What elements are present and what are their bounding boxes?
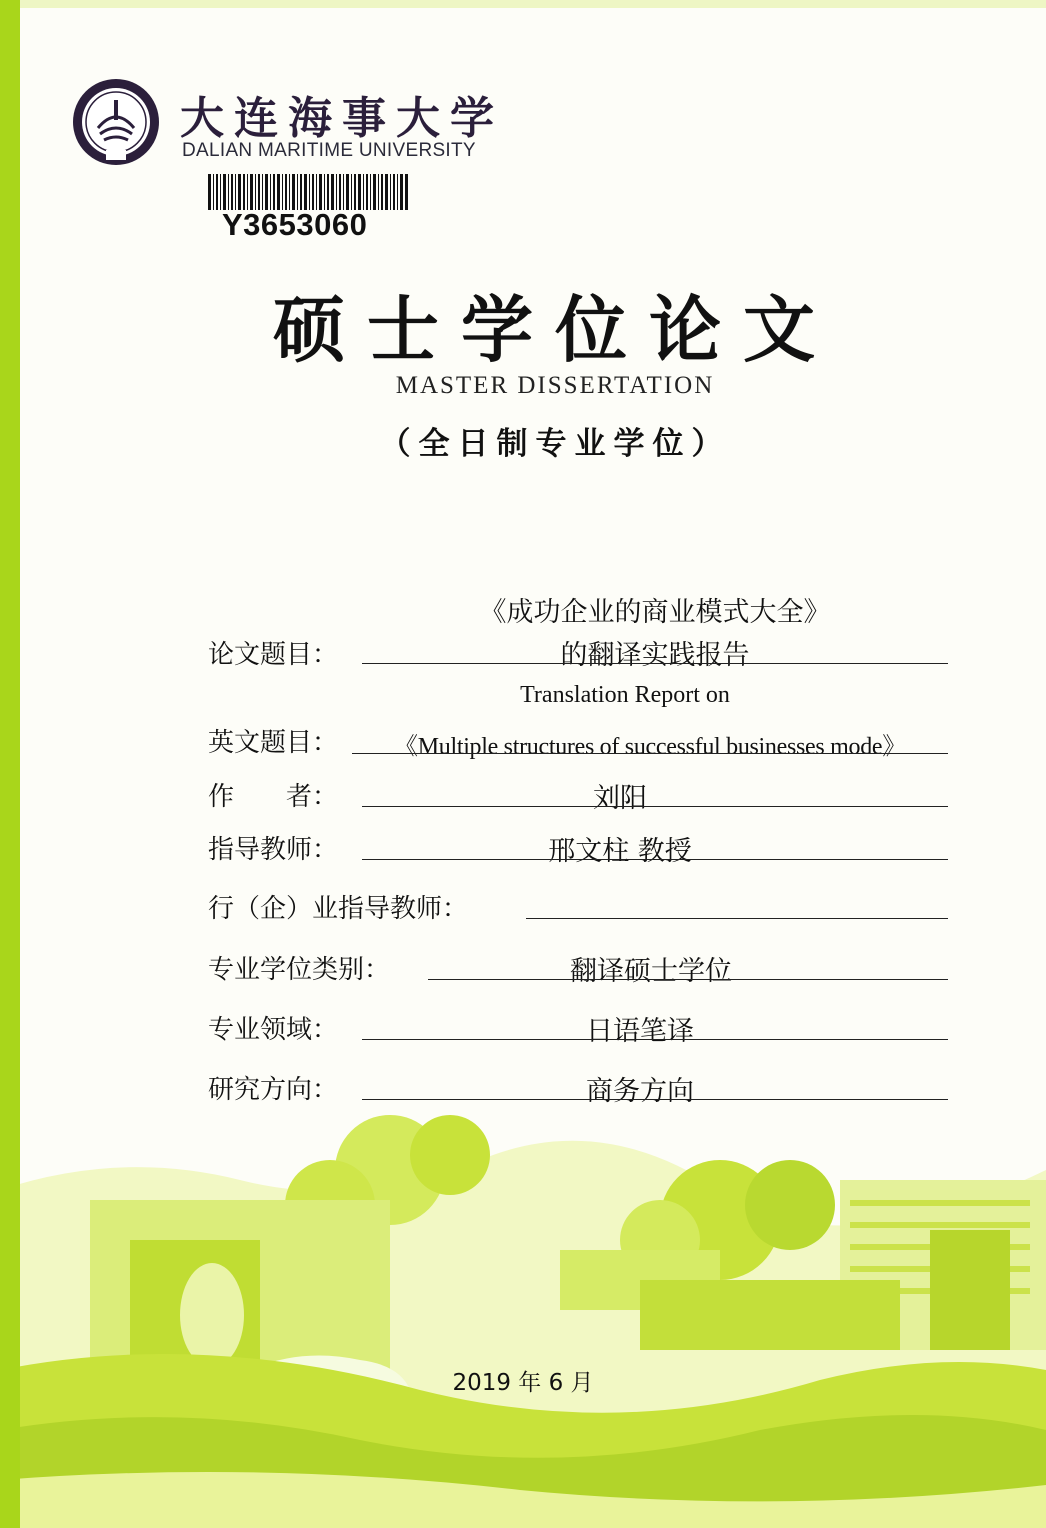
english-title-line2: 《Multiple structures of successful businesses mode》 (394, 734, 906, 760)
supervisor-label: 指导教师： (208, 835, 339, 865)
professional-field-value: 日语笔译 (586, 1016, 694, 1047)
degree-category-underline (428, 979, 948, 980)
english-title-underline (352, 753, 948, 754)
degree-category-value: 翻译硕士学位 (570, 956, 732, 987)
degree-type-subtitle: （全日制专业学位） (379, 426, 731, 462)
barcode-number: Y3653060 (222, 207, 368, 242)
research-direction-label: 研究方向： (208, 1075, 339, 1105)
professional-field-underline (362, 1039, 948, 1040)
university-seal-icon (72, 78, 160, 166)
english-title-line1: Translation Report on (520, 682, 730, 708)
supervisor-underline (362, 859, 948, 860)
left-accent-stripe (0, 0, 20, 1528)
dissertation-title-cn: 硕士学位论文 (272, 287, 837, 372)
industry-supervisor-underline (526, 918, 948, 919)
university-name-cn: 大连海事大学 (180, 93, 504, 144)
author-underline (362, 806, 948, 807)
author-value: 刘阳 (593, 783, 647, 814)
thesis-title-underline (362, 663, 948, 664)
professional-field-label: 专业领域： (208, 1015, 339, 1045)
degree-category-label: 专业学位类别： (208, 955, 391, 985)
supervisor-value: 邢文柱 教授 (548, 836, 692, 867)
thesis-title-line1: 《成功企业的商业模式大全》 (479, 597, 831, 628)
university-name-en: DALIAN MARITIME UNIVERSITY (182, 140, 476, 161)
thesis-title-line2: 的翻译实践报告 (560, 640, 750, 671)
barcode-icon (208, 174, 408, 210)
research-direction-value: 商务方向 (586, 1076, 694, 1107)
industry-supervisor-label: 行（企）业指导教师： (208, 894, 469, 924)
english-title-label: 英文题目： (208, 728, 339, 758)
dissertation-title-en: MASTER DISSERTATION (395, 372, 715, 399)
author-label: 作 者： (208, 782, 339, 812)
research-direction-underline (362, 1099, 948, 1100)
thesis-title-label: 论文题目： (208, 640, 339, 670)
submission-date: 2019 年 6 月 (452, 1370, 594, 1396)
top-accent-stripe (20, 0, 1046, 8)
campus-background-image (0, 1110, 1046, 1528)
